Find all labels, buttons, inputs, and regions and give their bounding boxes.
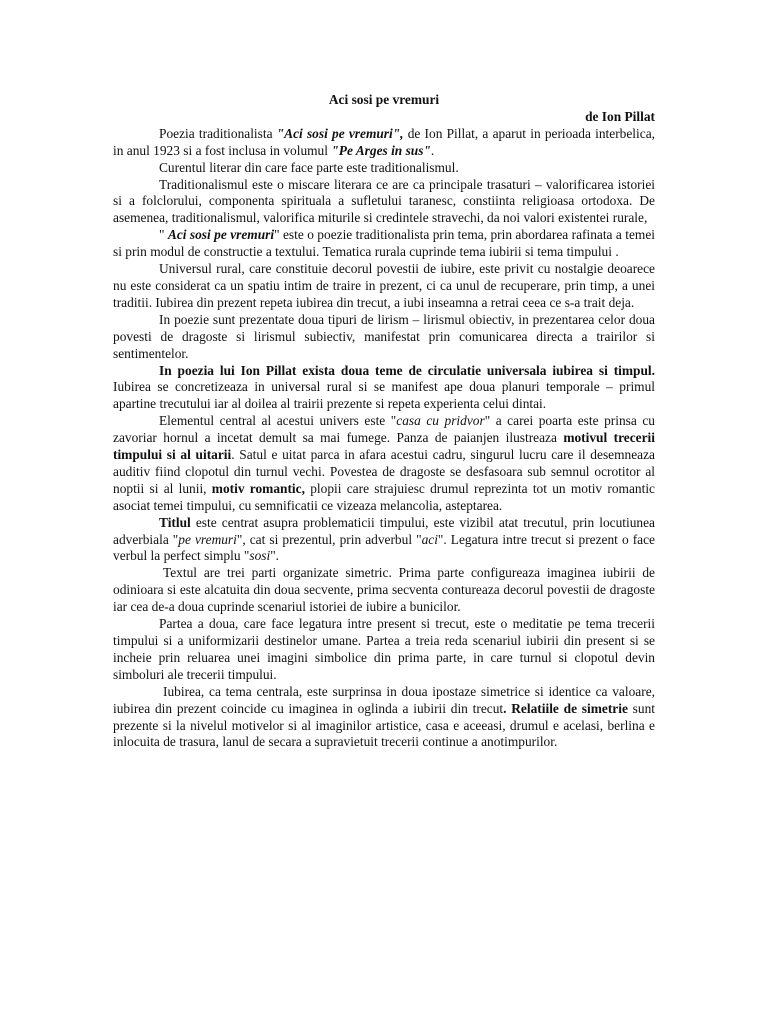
paragraph-current: Curentul literar din care face parte este traditionalismul. <box>159 159 459 175</box>
paragraph-central-element: Elementul central al acestui univers este "casa cu pridvor" a carei poarta este prinsa cu zavoriar hornul a incetat demult sa mai fumege. Panza de paianjen ilustreaza motivul trecerii timpului si al uitarii. Satul e uitat parca in afara acestui cadru, singurul lucru care il desemneaza auditiv fiind clopotul din turnul vechi. Povestea de dragoste se desfasoara sub semnul ocrotitor al noptii si al lunii, motiv romantic, plopii care strajuiesc drumul reprezinta tot un motiv romantic asociat temei timpului, cu semnificatii ce vizeaza melancolia, asteptarea. <box>113 413 655 513</box>
paragraph-intro: Poezia traditionalista "Aci sosi pe vremuri", de Ion Pillat, a aparut in perioada interbelica, in anul 1923 si a fost inclusa in volumul "Pe Arges in sus". <box>113 125 655 158</box>
document-author: de Ion Pillat <box>585 108 655 124</box>
paragraph-symmetry: Iubirea, ca tema centrala, este surprinsa in doua ipostaze simetrice si identice ca valoare, iubirea din prezent coincide cu imaginea in oglinda a iubirii din trecut. Relatiile de simetrie sunt prezente si la nivelul motivelor si al imaginilor artistice, casa e aceeasi, drumul e acelasi, berlina e inlocuita de trasura, lanul de secara a supravietuit trecerii continue a anotimpurilor. <box>113 683 656 750</box>
document-title: Aci sosi pe vremuri <box>328 92 440 107</box>
paragraph-themes: In poezia lui Ion Pillat exista doua teme de circulatie universala iubirea si timpul. Iubirea se concretizeaza in universal rural si se manifest ape doua planuri temporale – primul apartine trecutului iar al doilea al trairii prezente si repeta experienta celui dintai. <box>113 362 655 412</box>
paragraph-rural-universe: Universul rural, care constituie decorul povestii de iubire, este privit cu nostalgie deoarece nu este considerat ca un spatiu intim de traire in prezent, ci ca unul de recuperare, prin timp, a unei traditii. Iubirea din prezent repeta iubirea din trecut, a iubi inseamna a retrai ceea ce s-a trait deja. <box>113 261 655 310</box>
paragraph-traditionalism: Traditionalismul este o miscare literara ce are ca principale trasaturi – valorificarea istoriei si a folclorului, componenta spirituala a sufletului taranesc, constiinta religioasa ortodoxa. De asemenea, traditionalismul, valorifica miturile si credintele stravechi, da noi valori existentei rurale, <box>113 176 655 226</box>
paragraph-title-analysis: Titlul este centrat asupra problematicii timpului, este vizibil atat trecutul, prin locutiunea adverbiala "pe vremuri", cat si prezentul, prin adverbul "aci". Legatura intre trecut si prezent o face verbul la perfect simplu "sosi". <box>113 514 655 564</box>
paragraph-poem-theme: " Aci sosi pe vremuri" este o poezie traditionalista prin tema, prin abordarea rafinata a temei si prin modul de constructie a textului. Tematica rurala cuprinde tema iubirii si tema timpului . <box>113 227 656 260</box>
paragraph-structure: Textul are trei parti organizate simetric. Prima parte configureaza imaginea iubirii de odinioara si este alcatuita din doua secvente, prima secventa contureaza decorul povestii de dragoste iar cea de-a doua cuprinde scenariul istoriei de iubire a bunicilor. <box>113 565 655 615</box>
paragraph-part-two: Partea a doua, care face legatura intre present si trecut, este o meditatie pe tema trecerii timpului si a uniformizarii destinelor umane. Partea a treia reda scenariul iubirii din present si se incheie prin reluarea unei imagini simbolice din prima parte, in care turnul si clopotul devin simboluri ale trecerii timpului. <box>113 616 655 682</box>
paragraph-lyricism: In poezie sunt prezentate doua tipuri de lirism – lirismul obiectiv, in prezentarea celor doua povesti de dragoste si lirismul subiectiv, manifestat prin comunicarea directa a trairilor si sentimentelor. <box>113 311 655 361</box>
document-page <box>113 92 655 751</box>
